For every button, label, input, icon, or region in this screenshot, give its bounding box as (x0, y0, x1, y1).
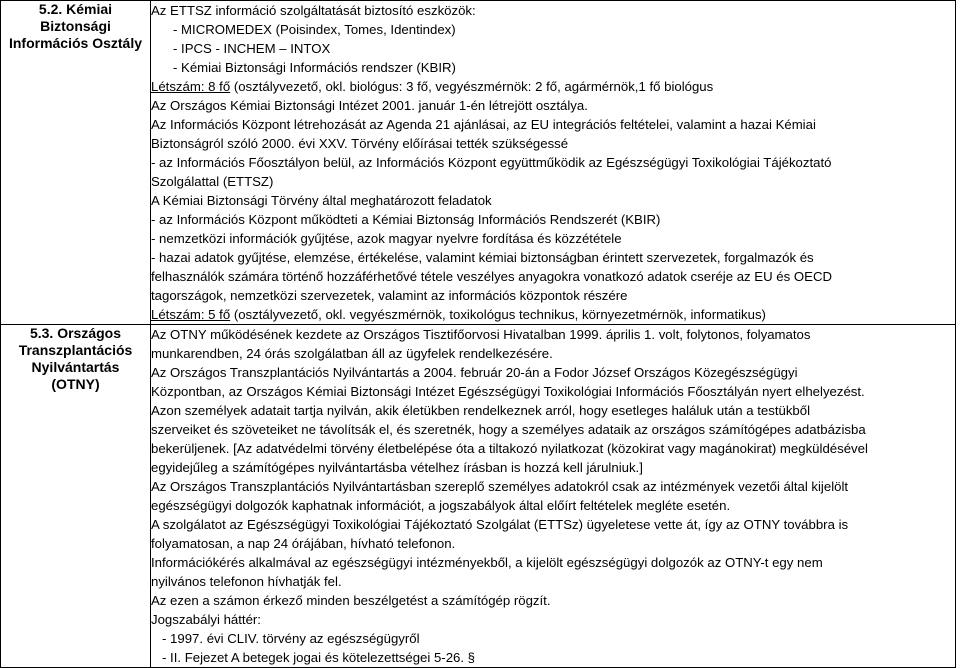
section-row-chemical-safety (1, 1, 956, 325)
text-line: bekerüljenek. [Az adatvédelmi törvény életbelépése óta a tiltakozó nyilatkozat (közokirat vagy magánokirat) megküldésével (151, 441, 868, 456)
text-line: Az Országos Transzplantációs Nyilvántartásban szereplő személyes adatokról csak az intézmények vezetői által kijelölt (151, 479, 849, 494)
text-line: munkarendben, 24 órás szolgálatban áll az ügyfelek rendelkezésére. (151, 346, 553, 361)
text-line: nyilvános telefonon hívhatják fel. (151, 574, 342, 589)
text-line: Az Információs Központ létrehozását az Agenda 21 ajánlásai, az EU integrációs feltételei, valamint a hazai Kémiai (151, 117, 816, 132)
text-line: Azon személyek adatait tartja nyilván, akik életükben rendelkeznek arról, hogy esetleges haláluk után a testükből (151, 403, 811, 418)
section-label-line: 5.3. Országos (29, 325, 122, 341)
text-line: Biztonságról szóló 2000. évi XXV. Törvény előírásai tették szükségessé (151, 136, 569, 151)
section-label-line: Nyilvántartás (31, 359, 120, 375)
staff-label: Létszám: 5 fő (151, 307, 231, 322)
text-line: folyamatosan, a nap 24 órájában, hívható telefonon. (151, 536, 456, 551)
tool-item: - IPCS - INCHEM – INTOX (173, 41, 331, 56)
section-content-cell (151, 1, 956, 325)
text-line: Központban, az Országos Kémiai Biztonsági Intézet Egészségügyi Toxikológiai Információs Főosztályán nyert elhelyezést. (151, 384, 865, 399)
text-line: Szolgálattal (ETTSZ) (151, 174, 274, 189)
text-line: Az Országos Kémiai Biztonsági Intézet 2001. január 1-én létrejött osztálya. (151, 98, 588, 113)
text-line: felhasználók számára történő hozzáférhetővé tétele veszélyes anyagokra vonatkozó adatok cseréje az EU és OECD (151, 269, 832, 284)
text-line: - hazai adatok gyűjtése, elemzése, értékelése, valamint kémiai biztonságban érintett szervezetek, forgalmazók és (151, 250, 814, 265)
text-line: Az ezen a számon érkező minden beszélgetést a számítógép rögzít. (151, 593, 551, 608)
text-line: A Kémiai Biztonsági Törvény által meghatározott feladatok (151, 193, 492, 208)
section-label-cell (1, 325, 151, 668)
staff-label: Létszám: 8 fő (151, 79, 231, 94)
section-row-transplant-registry (1, 325, 956, 668)
tool-item: - Kémiai Biztonsági Információs rendszer (KBIR) (173, 60, 456, 75)
section-content-cell (151, 325, 956, 668)
text-line: Az OTNY működésének kezdete az Országos Tisztifőorvosi Hivatalban 1999. április 1. volt, folytonos, folyamatos (151, 327, 811, 342)
text-line: - II. Fejezet A betegek jogai és kötelezettségei 5-26. § (151, 650, 476, 665)
text-line: tagországok, nemzetközi szervezetek, valamint az információs központok részére (151, 288, 628, 303)
text-line: egyidejűleg a számítógépes nyilvántartásba vételhez írásban is hozzá kell járulniuk.] (151, 460, 643, 475)
section-label-line: 5.2. Kémiai (38, 1, 113, 17)
text-line: - 1997. évi CLIV. törvény az egészségügyről (151, 631, 420, 646)
section-label-line: Transzplantációs (18, 342, 133, 358)
text-line: A szolgálatot az Egészségügyi Toxikológiai Tájékoztató Szolgálat (ETTSz) ügyeletese vette át, így az OTNY továbbra is (151, 517, 849, 532)
staff-detail: (osztályvezető, okl. vegyészmérnök, toxikológus technikus, környezetmérnök, informatikus) (230, 307, 766, 322)
section-label-line: (OTNY) (51, 376, 100, 392)
tool-item: - MICROMEDEX (Poisindex, Tomes, Identindex) (173, 22, 456, 37)
text-line: Az Országos Transzplantációs Nyilvántartás a 2004. február 20-án a Fodor József Országos Közegészségügyi (151, 365, 798, 380)
text-line: - az Információs Főosztályon belül, az Információs Központ együttműködik az Egészségügyi Toxikológiai Tájékoztató (151, 155, 832, 170)
tools-intro: Az ETTSZ információ szolgáltatását biztosító eszközök: (151, 3, 476, 18)
section-label-line: Információs Osztály (8, 35, 143, 51)
text-line: szerveiket és szöveteiket ne távolítsák el, és szeretnék, hogy a személyes adataik az országos számítógépes adatbázisba (151, 422, 866, 437)
section-label-line: Biztonsági (40, 18, 111, 34)
staff-detail: (osztályvezető, okl. biológus: 3 fő, vegyészmérnök: 2 fő, agármérnök,1 fő biológus (230, 79, 714, 94)
text-line: - az Információs Központ működteti a Kémiai Biztonság Információs Rendszerét (KBIR) (151, 212, 661, 227)
staff-line (151, 305, 955, 324)
staff-line (151, 77, 955, 96)
text-line: Jogszabályi háttér: (151, 612, 261, 627)
text-line: Információkérés alkalmával az egészségügyi intézményekből, a kijelölt egészségügyi dolgozók az OTNY-t egy nem (151, 555, 823, 570)
text-line: egészségügyi dolgozók kaphatnak információt, a jogszabályok által előírt feltételek megléte esetén. (151, 498, 731, 513)
text-line: - nemzetközi információk gyűjtése, azok magyar nyelvre fordítása és közzététele (151, 231, 622, 246)
section-label-cell (1, 1, 151, 325)
